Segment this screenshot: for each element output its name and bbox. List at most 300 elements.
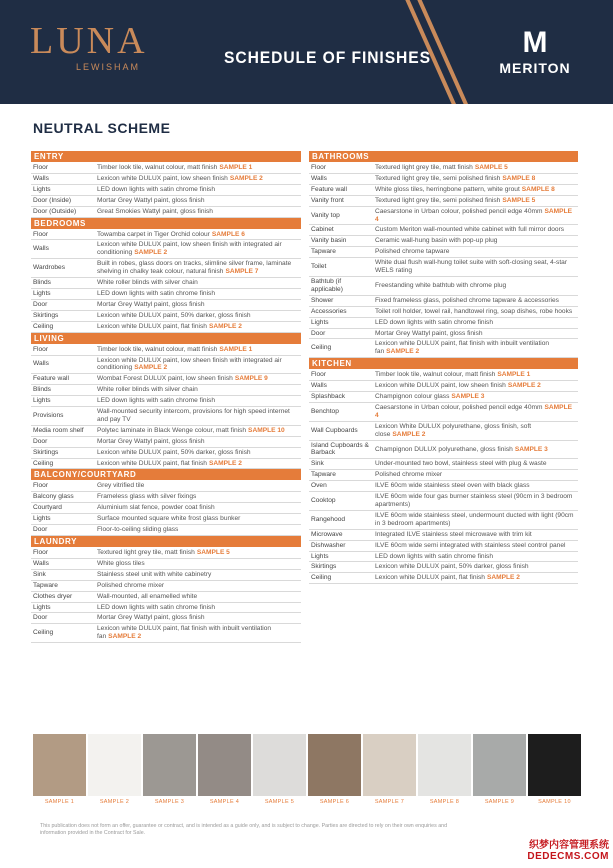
row-label: Sink bbox=[33, 570, 46, 578]
row-value bbox=[373, 541, 578, 551]
row-value-text: Wall-mounted security intercom, provisions for high speed internet and pay TV bbox=[97, 408, 290, 423]
swatch-caption: SAMPLE 1 bbox=[44, 799, 75, 805]
row-value-text: Custom Meriton wall-mounted white cabinet with full mirror doors bbox=[375, 226, 565, 234]
row-value bbox=[95, 448, 301, 458]
row-value bbox=[373, 511, 578, 529]
row-value bbox=[95, 163, 301, 173]
row-value-text: Mortar Grey Wattyl paint, gloss finish bbox=[97, 300, 205, 308]
swatch-chip bbox=[88, 734, 141, 796]
row-value bbox=[95, 345, 301, 355]
left-column bbox=[31, 151, 301, 643]
swatch-chip bbox=[363, 734, 416, 796]
table-row bbox=[31, 603, 301, 614]
row-label: Tapware bbox=[311, 471, 336, 479]
row-label: Door bbox=[33, 526, 48, 534]
table-row bbox=[31, 345, 301, 356]
row-label: Lights bbox=[33, 397, 51, 405]
sample-ref: SAMPLE 1 bbox=[497, 371, 531, 379]
row-label: Vanity top bbox=[311, 211, 340, 219]
row-value bbox=[95, 407, 301, 425]
row-value-text: Mortar Grey Wattyl paint, gloss finish bbox=[375, 329, 483, 337]
row-value-text: Lexicon white DULUX paint, low sheen finish with integrated air conditioning bbox=[97, 356, 282, 372]
row-value bbox=[95, 525, 301, 535]
row-label: Door bbox=[311, 329, 326, 337]
row-label: Floor bbox=[33, 345, 49, 353]
row-label: Feature wall bbox=[311, 185, 347, 193]
section-header: KITCHEN bbox=[309, 358, 578, 369]
table-row bbox=[31, 548, 301, 559]
table-row bbox=[309, 370, 578, 381]
row-label: Balcony glass bbox=[33, 493, 74, 501]
scheme-title: NEUTRAL SCHEME bbox=[33, 120, 171, 136]
watermark-chinese: 织梦内容管理系统 bbox=[529, 840, 609, 851]
row-value-text: LED down lights with satin chrome finish bbox=[97, 603, 216, 611]
sample-ref: SAMPLE 6 bbox=[211, 230, 245, 238]
row-label: Bathtub (if applicable) bbox=[311, 277, 343, 293]
table-row bbox=[309, 530, 578, 541]
row-value bbox=[373, 207, 578, 225]
row-label: Floor bbox=[33, 164, 49, 171]
row-value bbox=[373, 492, 578, 510]
row-label: Skirtings bbox=[33, 311, 59, 319]
row-value bbox=[95, 259, 301, 277]
sample-ref: SAMPLE 10 bbox=[248, 426, 285, 434]
row-value bbox=[95, 592, 301, 602]
swatch-caption: SAMPLE 8 bbox=[429, 799, 460, 805]
table-row bbox=[31, 163, 301, 174]
section-header: ENTRY bbox=[31, 151, 301, 162]
table-row bbox=[31, 514, 301, 525]
swatch-strip bbox=[33, 734, 581, 806]
sample-ref: SAMPLE 8 bbox=[502, 174, 536, 182]
row-value-text: ILVE 60cm wide stainless steel oven with black glass bbox=[375, 482, 530, 490]
row-label: Wall Cupboards bbox=[311, 426, 358, 434]
table-row bbox=[31, 259, 301, 278]
row-value bbox=[95, 426, 301, 436]
table-row bbox=[31, 581, 301, 592]
row-value-text: ILVE 60cm wide semi integrated with stainless steel control panel bbox=[375, 541, 566, 549]
row-value-text: Freestanding white bathtub with chrome plug bbox=[375, 281, 507, 289]
row-value bbox=[373, 370, 578, 380]
row-value bbox=[95, 196, 301, 206]
swatch-caption: SAMPLE 3 bbox=[154, 799, 185, 805]
row-value bbox=[95, 503, 301, 513]
swatch-chip bbox=[143, 734, 196, 796]
table-row bbox=[31, 525, 301, 536]
sample-ref: SAMPLE 2 bbox=[386, 348, 420, 356]
sample-ref: SAMPLE 5 bbox=[474, 164, 508, 171]
row-value bbox=[95, 437, 301, 447]
row-label: Courtyard bbox=[33, 504, 62, 512]
section-header: BATHROOMS bbox=[309, 151, 578, 162]
row-value bbox=[95, 514, 301, 524]
table-row bbox=[309, 296, 578, 307]
swatch-caption: SAMPLE 10 bbox=[538, 799, 571, 805]
row-value bbox=[373, 318, 578, 328]
sample-ref: SAMPLE 4 bbox=[375, 403, 572, 419]
row-value bbox=[373, 281, 578, 291]
row-value-text: Lexicon white DULUX paint, low sheen finish with integrated air conditioning bbox=[97, 241, 282, 257]
row-value bbox=[95, 548, 301, 558]
row-label: Clothes dryer bbox=[33, 592, 73, 600]
row-value-text: Timber look tile, walnut colour, matt finish bbox=[97, 164, 218, 171]
swatch bbox=[198, 734, 251, 806]
sample-ref: SAMPLE 2 bbox=[134, 249, 168, 257]
row-value-text: Textured light grey tile, semi polished finish bbox=[375, 174, 501, 182]
swatch-chip bbox=[418, 734, 471, 796]
row-value-text: Textured light grey tile, matt finish bbox=[375, 164, 473, 171]
sample-ref: SAMPLE 2 bbox=[229, 174, 263, 182]
sample-ref: SAMPLE 2 bbox=[486, 574, 520, 582]
table-row bbox=[309, 163, 578, 174]
row-value bbox=[95, 613, 301, 623]
row-label: Ceiling bbox=[33, 459, 54, 467]
table-row bbox=[309, 541, 578, 552]
table-row bbox=[309, 225, 578, 236]
row-label: Tapware bbox=[33, 581, 58, 589]
table-row bbox=[31, 570, 301, 581]
table-row bbox=[31, 492, 301, 503]
table-row bbox=[31, 448, 301, 459]
header-banner bbox=[0, 0, 613, 104]
table-row bbox=[309, 318, 578, 329]
row-label: Provisions bbox=[33, 411, 64, 419]
swatch-chip bbox=[253, 734, 306, 796]
sample-ref: SAMPLE 2 bbox=[208, 459, 242, 467]
table-row bbox=[309, 562, 578, 573]
table-row bbox=[31, 407, 301, 426]
table-row bbox=[31, 185, 301, 196]
row-value bbox=[95, 185, 301, 195]
row-label: Blinds bbox=[33, 279, 51, 287]
row-value-text: Mortar Grey Wattyl paint, gloss finish bbox=[97, 614, 205, 622]
row-label: Floor bbox=[311, 371, 327, 379]
row-value-text: Mortar Grey Wattyl paint, gloss finish bbox=[97, 196, 205, 204]
right-column bbox=[309, 151, 578, 584]
table-row bbox=[31, 196, 301, 207]
sample-ref: SAMPLE 1 bbox=[219, 164, 253, 171]
row-value bbox=[373, 339, 578, 357]
swatch bbox=[143, 734, 196, 806]
row-label: Lights bbox=[33, 289, 51, 297]
row-value bbox=[373, 307, 578, 317]
row-value-text: ILVE 60cm wide four gas burner stainless steel (90cm in 3 bedroom apartments) bbox=[375, 493, 573, 508]
row-value bbox=[95, 559, 301, 569]
row-value-text: Polytec laminate in Black Wenge colour, matt finish bbox=[97, 426, 247, 434]
table-row bbox=[31, 503, 301, 514]
sample-ref: SAMPLE 2 bbox=[507, 382, 541, 390]
swatch-chip bbox=[528, 734, 581, 796]
row-value-text: Champignon colour glass bbox=[375, 393, 450, 401]
table-row bbox=[31, 278, 301, 289]
row-label: Door (Outside) bbox=[33, 207, 77, 215]
row-label: Microwave bbox=[311, 530, 343, 538]
table-row bbox=[309, 470, 578, 481]
row-label: Door bbox=[33, 300, 48, 308]
swatch-caption: SAMPLE 2 bbox=[99, 799, 130, 805]
row-value bbox=[95, 278, 301, 288]
row-label: Vanity basin bbox=[311, 237, 347, 245]
row-label: Sink bbox=[311, 460, 324, 468]
swatch-chip bbox=[33, 734, 86, 796]
row-value-text: Floor-to-ceiling sliding glass bbox=[97, 526, 179, 534]
table-row bbox=[31, 207, 301, 218]
swatch-chip bbox=[473, 734, 526, 796]
row-value-text: White roller blinds with silver chain bbox=[97, 279, 198, 287]
sample-ref: SAMPLE 3 bbox=[514, 445, 548, 453]
row-value-text: LED down lights with satin chrome finish bbox=[97, 185, 216, 193]
row-value bbox=[95, 624, 301, 642]
row-label: Dishwasher bbox=[311, 541, 346, 549]
row-value bbox=[95, 385, 301, 395]
swatch bbox=[88, 734, 141, 806]
row-value bbox=[373, 481, 578, 491]
table-row bbox=[309, 258, 578, 277]
table-row bbox=[31, 396, 301, 407]
row-value bbox=[373, 225, 578, 235]
swatch-caption: SAMPLE 5 bbox=[264, 799, 295, 805]
sample-ref: SAMPLE 2 bbox=[392, 430, 426, 438]
row-label: Tapware bbox=[311, 248, 336, 256]
table-row bbox=[309, 492, 578, 511]
row-value-text: LED down lights with satin chrome finish bbox=[375, 318, 494, 326]
row-value-text: Lexicon white DULUX paint, 50% darker, gloss finish bbox=[375, 563, 529, 571]
row-value-text: Toilet roll holder, towel rail, handtowel ring, soap dishes, robe hooks bbox=[375, 307, 573, 315]
row-value-text: LED down lights with satin chrome finish bbox=[97, 397, 216, 405]
swatch bbox=[363, 734, 416, 806]
watermark bbox=[527, 836, 609, 862]
row-value-text: Timber look tile, walnut colour, matt finish bbox=[375, 371, 496, 379]
row-label: Island Cupboards & Barback bbox=[311, 441, 369, 457]
row-value-text: Champignon DULUX polyurethane, gloss finish bbox=[375, 445, 513, 453]
row-value bbox=[95, 356, 301, 374]
table-row bbox=[31, 240, 301, 259]
table-row bbox=[31, 289, 301, 300]
swatch-chip bbox=[308, 734, 361, 796]
table-row bbox=[309, 381, 578, 392]
row-value-text: Lexicon white DULUX paint, flat finish bbox=[97, 459, 207, 467]
sample-ref: SAMPLE 2 bbox=[208, 322, 242, 330]
table-row bbox=[31, 374, 301, 385]
swatch bbox=[418, 734, 471, 806]
table-row bbox=[309, 339, 578, 358]
row-value bbox=[95, 322, 301, 332]
row-value-text: Grey vitrified tile bbox=[97, 482, 145, 490]
row-label: Lights bbox=[33, 603, 51, 611]
sample-ref: SAMPLE 8 bbox=[521, 185, 555, 193]
swatch bbox=[473, 734, 526, 806]
row-label: Oven bbox=[311, 482, 327, 490]
section-header: LAUNDRY bbox=[31, 536, 301, 547]
row-value-text: Lexicon white DULUX paint, low sheen finish bbox=[375, 382, 506, 390]
swatch-chip bbox=[198, 734, 251, 796]
table-row bbox=[31, 174, 301, 185]
sample-ref: SAMPLE 2 bbox=[108, 633, 142, 641]
table-row bbox=[309, 185, 578, 196]
table-row bbox=[31, 356, 301, 375]
row-label: Floor bbox=[33, 230, 49, 238]
swatch bbox=[528, 734, 581, 806]
table-row bbox=[309, 441, 578, 460]
row-label: Skirtings bbox=[311, 563, 337, 571]
row-value-text: Lexicon white DULUX paint, flat finish bbox=[97, 322, 207, 330]
table-row bbox=[309, 329, 578, 340]
sample-ref: SAMPLE 5 bbox=[502, 196, 536, 204]
row-value-text: Frameless glass with silver fixings bbox=[97, 493, 197, 501]
table-row bbox=[309, 236, 578, 247]
row-value bbox=[95, 289, 301, 299]
sample-ref: SAMPLE 2 bbox=[134, 364, 168, 372]
row-value-text: Under-mounted two bowl, stainless steel with plug & waste bbox=[375, 460, 547, 468]
row-value-text: Wombat Forest DULUX paint, low sheen finish bbox=[97, 375, 233, 383]
row-value-text: Lexicon white DULUX paint, 50% darker, gloss finish bbox=[97, 448, 251, 456]
row-label: Walls bbox=[33, 559, 49, 567]
row-label: Feature wall bbox=[33, 375, 69, 383]
row-value bbox=[95, 492, 301, 502]
row-label: Walls bbox=[311, 174, 327, 182]
row-value bbox=[373, 530, 578, 540]
row-value-text: Towamba carpet in Tiger Orchid colour bbox=[97, 230, 210, 238]
row-value-text: White dual flush wall-hung toilet suite with soft-closing seat, 4-star WELS rating bbox=[375, 259, 568, 275]
row-value bbox=[95, 481, 301, 491]
row-value-text: LED down lights with satin chrome finish bbox=[375, 552, 494, 560]
row-label: Door bbox=[33, 614, 48, 622]
table-row bbox=[309, 459, 578, 470]
row-value-text: Great Smokies Wattyl paint, gloss finish bbox=[97, 207, 213, 215]
row-label: Ceiling bbox=[33, 322, 54, 330]
swatch-caption: SAMPLE 6 bbox=[319, 799, 350, 805]
row-value bbox=[95, 396, 301, 406]
row-value-text: Timber look tile, walnut colour, matt finish bbox=[97, 345, 218, 353]
row-value bbox=[373, 562, 578, 572]
table-row bbox=[31, 230, 301, 241]
row-label: Floor bbox=[311, 164, 327, 171]
section-header: LIVING bbox=[31, 333, 301, 344]
row-label: Cabinet bbox=[311, 226, 334, 234]
row-value bbox=[373, 247, 578, 257]
row-label: Floor bbox=[33, 482, 49, 490]
table-row bbox=[31, 300, 301, 311]
row-label: Skirtings bbox=[33, 448, 59, 456]
row-value bbox=[95, 230, 301, 240]
row-label: Cooktop bbox=[311, 497, 336, 505]
swatch-caption: SAMPLE 7 bbox=[374, 799, 405, 805]
row-value-text: Integrated ILVE stainless steel microwave with trim kit bbox=[375, 530, 532, 538]
row-value-text: Stainless steel unit with white cabinetry bbox=[97, 570, 212, 578]
brand-name: LUNA bbox=[30, 20, 148, 62]
row-label: Media room shelf bbox=[33, 426, 84, 434]
table-row bbox=[31, 311, 301, 322]
table-row bbox=[31, 437, 301, 448]
sample-ref: SAMPLE 4 bbox=[375, 207, 572, 223]
table-row bbox=[31, 322, 301, 333]
row-value-text: Textured light grey tile, semi polished finish bbox=[375, 196, 501, 204]
table-row bbox=[31, 592, 301, 603]
swatch-caption: SAMPLE 4 bbox=[209, 799, 240, 805]
row-value bbox=[373, 392, 578, 402]
table-row bbox=[309, 207, 578, 226]
row-label: Vanity front bbox=[311, 196, 344, 204]
row-value bbox=[373, 196, 578, 206]
row-value bbox=[95, 570, 301, 580]
row-value bbox=[373, 470, 578, 480]
sample-ref: SAMPLE 7 bbox=[225, 268, 259, 276]
row-value bbox=[373, 185, 578, 195]
row-value bbox=[373, 422, 578, 440]
table-row bbox=[309, 307, 578, 318]
row-label: Lights bbox=[311, 318, 329, 326]
watermark-domain: DEDECMS.COM bbox=[527, 851, 609, 862]
row-label: Lights bbox=[311, 552, 329, 560]
row-label: Rangehood bbox=[311, 515, 346, 523]
table-row bbox=[309, 511, 578, 530]
row-value bbox=[95, 207, 301, 217]
sample-ref: SAMPLE 5 bbox=[196, 549, 230, 556]
table-row bbox=[309, 481, 578, 492]
row-label: Floor bbox=[33, 549, 49, 556]
row-label: Shower bbox=[311, 296, 334, 304]
table-row bbox=[31, 459, 301, 470]
row-label: Ceiling bbox=[311, 574, 332, 582]
row-value-text: White roller blinds with silver chain bbox=[97, 386, 198, 394]
row-label: Benchtop bbox=[311, 407, 339, 415]
row-value-text: Lexicon white DULUX paint, low sheen finish bbox=[97, 174, 228, 182]
table-row bbox=[309, 552, 578, 563]
row-label: Walls bbox=[33, 360, 49, 368]
row-value bbox=[373, 258, 578, 276]
row-value-text: Lexicon White DULUX polyurethane, gloss finish, soft close bbox=[375, 422, 532, 438]
row-label: Walls bbox=[33, 174, 49, 182]
row-value-text: Textured light grey tile, matt finish bbox=[97, 549, 195, 556]
row-value-text: White gloss tiles, herringbone pattern, white grout bbox=[375, 185, 520, 193]
swatch bbox=[33, 734, 86, 806]
section-header: BEDROOMS bbox=[31, 218, 301, 229]
row-value-text: Surface mounted square white frost glass bunker bbox=[97, 515, 241, 523]
meriton-m-icon: M bbox=[522, 26, 548, 59]
row-value-text: Lexicon white DULUX paint, flat finish bbox=[375, 574, 485, 582]
row-value bbox=[373, 329, 578, 339]
row-value bbox=[95, 581, 301, 591]
row-label: Splashback bbox=[311, 393, 346, 401]
row-label: Ceiling bbox=[33, 629, 54, 637]
row-label: Wardrobes bbox=[33, 264, 66, 272]
section-header: BALCONY/COURTYARD bbox=[31, 469, 301, 480]
row-value bbox=[95, 174, 301, 184]
row-value-text: Lexicon white DULUX paint, 50% darker, gloss finish bbox=[97, 311, 251, 319]
row-value-text: Ceramic wall-hung basin with pop-up plug bbox=[375, 237, 498, 245]
row-value-text: Mortar Grey Wattyl paint, gloss finish bbox=[97, 437, 205, 445]
row-label: Lights bbox=[33, 515, 51, 523]
row-label: Toilet bbox=[311, 263, 327, 271]
row-value bbox=[95, 240, 301, 258]
row-value bbox=[373, 163, 578, 173]
row-value-text: Polished chrome tapware bbox=[375, 248, 450, 256]
row-value-text: White gloss tiles bbox=[97, 559, 145, 567]
row-label: Ceiling bbox=[311, 344, 332, 352]
row-value bbox=[95, 374, 301, 384]
row-value-text: Wall-mounted, all enamelled white bbox=[97, 592, 198, 600]
row-value-text: Lexicon white DULUX paint, flat finish with inbuilt ventilation fan bbox=[97, 625, 272, 641]
table-row bbox=[31, 385, 301, 396]
table-row bbox=[31, 481, 301, 492]
sample-ref: SAMPLE 3 bbox=[451, 393, 485, 401]
table-row bbox=[309, 573, 578, 584]
row-value bbox=[373, 459, 578, 469]
brand-subtitle: LEWISHAM bbox=[76, 62, 141, 72]
row-value-text: Polished chrome mixer bbox=[375, 471, 443, 479]
row-value bbox=[95, 603, 301, 613]
row-value bbox=[373, 174, 578, 184]
